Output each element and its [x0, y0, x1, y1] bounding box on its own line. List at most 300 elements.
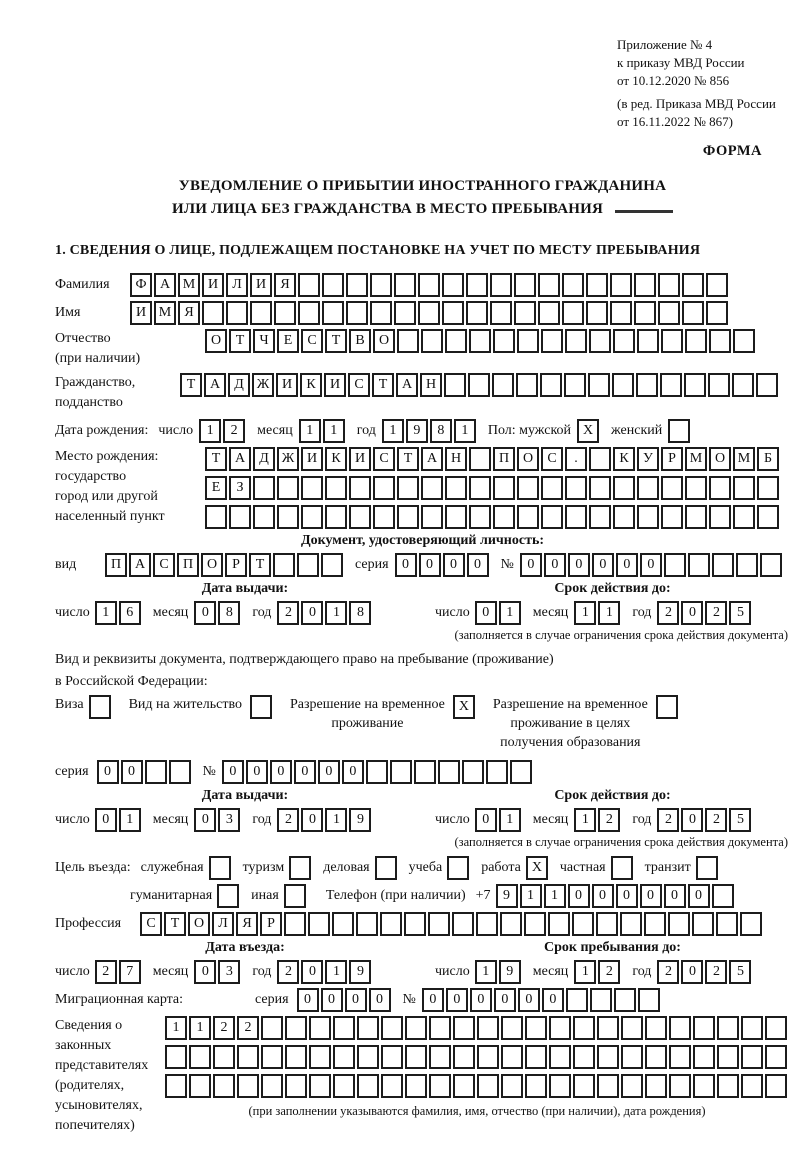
birth-day-cells[interactable]: [199, 419, 247, 443]
char-cell[interactable]: [209, 856, 231, 880]
char-cell[interactable]: И: [276, 373, 298, 397]
char-cell[interactable]: 2: [705, 960, 727, 984]
char-cell[interactable]: 2: [213, 1016, 235, 1040]
char-cell[interactable]: [298, 301, 320, 325]
char-cell[interactable]: X: [526, 856, 548, 880]
char-cell[interactable]: 1: [574, 960, 596, 984]
char-cell[interactable]: [658, 273, 680, 297]
char-cell[interactable]: 0: [542, 988, 564, 1012]
char-cell[interactable]: [732, 373, 754, 397]
residence-issue-month-cells[interactable]: [194, 808, 242, 832]
char-cell[interactable]: [453, 1045, 475, 1069]
char-cell[interactable]: 0: [592, 553, 614, 577]
char-cell[interactable]: [736, 553, 758, 577]
char-cell[interactable]: [490, 273, 512, 297]
char-cell[interactable]: [418, 301, 440, 325]
char-cell[interactable]: [562, 301, 584, 325]
char-cell[interactable]: [693, 1074, 715, 1098]
char-cell[interactable]: [517, 476, 539, 500]
char-cell[interactable]: [493, 505, 515, 529]
char-cell[interactable]: 8: [349, 601, 371, 625]
char-cell[interactable]: [468, 373, 490, 397]
char-cell[interactable]: [669, 1074, 691, 1098]
purpose-tourism-checkbox[interactable]: [289, 856, 313, 880]
char-cell[interactable]: [661, 505, 683, 529]
char-cell[interactable]: [444, 373, 466, 397]
char-cell[interactable]: Б: [757, 447, 779, 471]
char-cell[interactable]: [706, 301, 728, 325]
char-cell[interactable]: 0: [616, 553, 638, 577]
char-cell[interactable]: И: [202, 273, 224, 297]
doc-valid-day-cells[interactable]: [475, 601, 523, 625]
char-cell[interactable]: [514, 273, 536, 297]
char-cell[interactable]: Н: [420, 373, 442, 397]
char-cell[interactable]: 2: [277, 808, 299, 832]
char-cell[interactable]: 1: [189, 1016, 211, 1040]
char-cell[interactable]: [357, 1045, 379, 1069]
char-cell[interactable]: [394, 301, 416, 325]
char-cell[interactable]: К: [300, 373, 322, 397]
char-cell[interactable]: [562, 273, 584, 297]
char-cell[interactable]: [613, 329, 635, 353]
char-cell[interactable]: Л: [226, 273, 248, 297]
char-cell[interactable]: [237, 1045, 259, 1069]
doc-issue-month-cells[interactable]: [194, 601, 242, 625]
char-cell[interactable]: 9: [406, 419, 428, 443]
char-cell[interactable]: [381, 1074, 403, 1098]
char-cell[interactable]: [229, 505, 251, 529]
char-cell[interactable]: [476, 912, 498, 936]
char-cell[interactable]: [596, 912, 618, 936]
char-cell[interactable]: 1: [475, 960, 497, 984]
char-cell[interactable]: [253, 476, 275, 500]
char-cell[interactable]: А: [154, 273, 176, 297]
char-cell[interactable]: [277, 505, 299, 529]
residence-valid-day-cells[interactable]: [475, 808, 523, 832]
char-cell[interactable]: [717, 1074, 739, 1098]
purpose-other-checkbox[interactable]: [284, 884, 308, 908]
char-cell[interactable]: 0: [446, 988, 468, 1012]
char-cell[interactable]: [297, 553, 319, 577]
char-cell[interactable]: [565, 476, 587, 500]
char-cell[interactable]: [447, 856, 469, 880]
purpose-humanitarian-checkbox[interactable]: [217, 884, 241, 908]
char-cell[interactable]: [636, 373, 658, 397]
char-cell[interactable]: [332, 912, 354, 936]
char-cell[interactable]: [620, 912, 642, 936]
char-cell[interactable]: [394, 273, 416, 297]
char-cell[interactable]: [510, 760, 532, 784]
char-cell[interactable]: [717, 1045, 739, 1069]
migration-series-cells[interactable]: [297, 988, 393, 1012]
char-cell[interactable]: О: [201, 553, 223, 577]
char-cell[interactable]: [621, 1074, 643, 1098]
char-cell[interactable]: [429, 1074, 451, 1098]
char-cell[interactable]: [658, 301, 680, 325]
char-cell[interactable]: [397, 476, 419, 500]
purpose-study-checkbox[interactable]: [447, 856, 471, 880]
char-cell[interactable]: [573, 1074, 595, 1098]
char-cell[interactable]: [733, 505, 755, 529]
char-cell[interactable]: X: [453, 695, 475, 719]
char-cell[interactable]: [346, 273, 368, 297]
char-cell[interactable]: [541, 505, 563, 529]
char-cell[interactable]: А: [229, 447, 251, 471]
char-cell[interactable]: 0: [301, 601, 323, 625]
char-cell[interactable]: Я: [178, 301, 200, 325]
char-cell[interactable]: [202, 301, 224, 325]
char-cell[interactable]: [669, 1016, 691, 1040]
char-cell[interactable]: [682, 273, 704, 297]
char-cell[interactable]: [693, 1016, 715, 1040]
char-cell[interactable]: [285, 1016, 307, 1040]
char-cell[interactable]: [765, 1016, 787, 1040]
doc-type-cells[interactable]: [105, 553, 345, 577]
char-cell[interactable]: [366, 760, 388, 784]
char-cell[interactable]: [469, 447, 491, 471]
char-cell[interactable]: [741, 1074, 763, 1098]
char-cell[interactable]: О: [709, 447, 731, 471]
char-cell[interactable]: [274, 301, 296, 325]
char-cell[interactable]: [538, 273, 560, 297]
char-cell[interactable]: [566, 988, 588, 1012]
char-cell[interactable]: [145, 760, 167, 784]
char-cell[interactable]: Е: [277, 329, 299, 353]
residence-issue-year-cells[interactable]: [277, 808, 373, 832]
char-cell[interactable]: [445, 505, 467, 529]
residence-permit-checkbox[interactable]: [250, 695, 274, 719]
char-cell[interactable]: [668, 912, 690, 936]
char-cell[interactable]: [309, 1016, 331, 1040]
char-cell[interactable]: [452, 912, 474, 936]
char-cell[interactable]: 2: [705, 808, 727, 832]
char-cell[interactable]: [469, 505, 491, 529]
doc-valid-month-cells[interactable]: [574, 601, 622, 625]
char-cell[interactable]: [637, 505, 659, 529]
char-cell[interactable]: 0: [321, 988, 343, 1012]
char-cell[interactable]: [375, 856, 397, 880]
char-cell[interactable]: [405, 1074, 427, 1098]
char-cell[interactable]: [692, 912, 714, 936]
char-cell[interactable]: 0: [688, 884, 710, 908]
char-cell[interactable]: Е: [205, 476, 227, 500]
char-cell[interactable]: [597, 1016, 619, 1040]
edu-residence-permit-checkbox[interactable]: [656, 695, 680, 719]
char-cell[interactable]: 0: [475, 601, 497, 625]
char-cell[interactable]: [573, 1016, 595, 1040]
char-cell[interactable]: 0: [568, 884, 590, 908]
char-cell[interactable]: И: [250, 273, 272, 297]
char-cell[interactable]: С: [301, 329, 323, 353]
char-cell[interactable]: 8: [218, 601, 240, 625]
char-cell[interactable]: [740, 912, 762, 936]
char-cell[interactable]: [261, 1045, 283, 1069]
char-cell[interactable]: [397, 329, 419, 353]
char-cell[interactable]: [321, 553, 343, 577]
char-cell[interactable]: [445, 476, 467, 500]
char-cell[interactable]: [614, 988, 636, 1012]
char-cell[interactable]: 0: [494, 988, 516, 1012]
char-cell[interactable]: [637, 476, 659, 500]
char-cell[interactable]: [308, 912, 330, 936]
char-cell[interactable]: [564, 373, 586, 397]
purpose-work-checkbox[interactable]: [526, 856, 550, 880]
char-cell[interactable]: 0: [194, 960, 216, 984]
char-cell[interactable]: [517, 329, 539, 353]
char-cell[interactable]: 2: [598, 808, 620, 832]
char-cell[interactable]: 9: [496, 884, 518, 908]
char-cell[interactable]: [477, 1045, 499, 1069]
char-cell[interactable]: [612, 373, 634, 397]
char-cell[interactable]: К: [325, 447, 347, 471]
temp-residence-permit-checkbox[interactable]: [453, 695, 477, 719]
char-cell[interactable]: 2: [657, 960, 679, 984]
char-cell[interactable]: О: [188, 912, 210, 936]
char-cell[interactable]: [421, 476, 443, 500]
char-cell[interactable]: [757, 476, 779, 500]
char-cell[interactable]: 0: [518, 988, 540, 1012]
char-cell[interactable]: [741, 1016, 763, 1040]
char-cell[interactable]: 1: [325, 960, 347, 984]
char-cell[interactable]: 0: [544, 553, 566, 577]
char-cell[interactable]: 1: [598, 601, 620, 625]
char-cell[interactable]: 0: [345, 988, 367, 1012]
char-cell[interactable]: [709, 476, 731, 500]
char-cell[interactable]: [573, 1045, 595, 1069]
migration-number-cells[interactable]: [422, 988, 662, 1012]
char-cell[interactable]: [373, 505, 395, 529]
char-cell[interactable]: 0: [568, 553, 590, 577]
char-cell[interactable]: 5: [729, 808, 751, 832]
char-cell[interactable]: [284, 912, 306, 936]
char-cell[interactable]: [685, 329, 707, 353]
char-cell[interactable]: [733, 329, 755, 353]
birth-place-row2-cells[interactable]: [205, 476, 781, 500]
char-cell[interactable]: [517, 505, 539, 529]
char-cell[interactable]: [442, 301, 464, 325]
char-cell[interactable]: [189, 1074, 211, 1098]
char-cell[interactable]: 0: [443, 553, 465, 577]
char-cell[interactable]: [621, 1045, 643, 1069]
char-cell[interactable]: [572, 912, 594, 936]
char-cell[interactable]: [712, 553, 734, 577]
char-cell[interactable]: [213, 1074, 235, 1098]
residence-issue-day-cells[interactable]: [95, 808, 143, 832]
char-cell[interactable]: [237, 1074, 259, 1098]
char-cell[interactable]: 1: [299, 419, 321, 443]
char-cell[interactable]: 0: [222, 760, 244, 784]
purpose-business-checkbox[interactable]: [375, 856, 399, 880]
char-cell[interactable]: [716, 912, 738, 936]
char-cell[interactable]: 1: [325, 808, 347, 832]
char-cell[interactable]: 0: [681, 960, 703, 984]
char-cell[interactable]: [597, 1045, 619, 1069]
char-cell[interactable]: 1: [165, 1016, 187, 1040]
char-cell[interactable]: [438, 760, 460, 784]
char-cell[interactable]: [213, 1045, 235, 1069]
char-cell[interactable]: [501, 1045, 523, 1069]
char-cell[interactable]: [309, 1045, 331, 1069]
char-cell[interactable]: О: [373, 329, 395, 353]
char-cell[interactable]: 0: [121, 760, 143, 784]
char-cell[interactable]: [613, 476, 635, 500]
char-cell[interactable]: С: [541, 447, 563, 471]
char-cell[interactable]: Р: [225, 553, 247, 577]
char-cell[interactable]: [189, 1045, 211, 1069]
residence-valid-year-cells[interactable]: [657, 808, 753, 832]
char-cell[interactable]: М: [154, 301, 176, 325]
male-checkbox[interactable]: [577, 419, 601, 443]
char-cell[interactable]: С: [153, 553, 175, 577]
char-cell[interactable]: 5: [729, 960, 751, 984]
char-cell[interactable]: А: [204, 373, 226, 397]
char-cell[interactable]: 1: [199, 419, 221, 443]
char-cell[interactable]: Т: [397, 447, 419, 471]
char-cell[interactable]: 1: [119, 808, 141, 832]
char-cell[interactable]: [756, 373, 778, 397]
char-cell[interactable]: [645, 1074, 667, 1098]
char-cell[interactable]: 9: [349, 960, 371, 984]
char-cell[interactable]: 0: [97, 760, 119, 784]
char-cell[interactable]: [589, 476, 611, 500]
char-cell[interactable]: [486, 760, 508, 784]
char-cell[interactable]: [525, 1045, 547, 1069]
char-cell[interactable]: [661, 329, 683, 353]
char-cell[interactable]: [325, 476, 347, 500]
char-cell[interactable]: [370, 301, 392, 325]
char-cell[interactable]: [765, 1074, 787, 1098]
doc-issue-year-cells[interactable]: [277, 601, 373, 625]
char-cell[interactable]: [217, 884, 239, 908]
char-cell[interactable]: [549, 1045, 571, 1069]
char-cell[interactable]: [390, 760, 412, 784]
char-cell[interactable]: Н: [445, 447, 467, 471]
char-cell[interactable]: [549, 1016, 571, 1040]
char-cell[interactable]: И: [349, 447, 371, 471]
char-cell[interactable]: 0: [520, 553, 542, 577]
entry-day-cells[interactable]: [95, 960, 143, 984]
char-cell[interactable]: [538, 301, 560, 325]
char-cell[interactable]: [453, 1074, 475, 1098]
char-cell[interactable]: Л: [212, 912, 234, 936]
legal-row2-cells[interactable]: [165, 1045, 789, 1069]
char-cell[interactable]: [397, 505, 419, 529]
char-cell[interactable]: [644, 912, 666, 936]
char-cell[interactable]: [205, 505, 227, 529]
char-cell[interactable]: 3: [218, 808, 240, 832]
char-cell[interactable]: [250, 695, 272, 719]
char-cell[interactable]: 0: [419, 553, 441, 577]
char-cell[interactable]: П: [493, 447, 515, 471]
char-cell[interactable]: [381, 1045, 403, 1069]
char-cell[interactable]: М: [733, 447, 755, 471]
char-cell[interactable]: 0: [592, 884, 614, 908]
char-cell[interactable]: 1: [574, 808, 596, 832]
char-cell[interactable]: [501, 1074, 523, 1098]
char-cell[interactable]: [741, 1045, 763, 1069]
char-cell[interactable]: О: [205, 329, 227, 353]
char-cell[interactable]: Т: [325, 329, 347, 353]
char-cell[interactable]: А: [396, 373, 418, 397]
char-cell[interactable]: [466, 301, 488, 325]
char-cell[interactable]: [301, 505, 323, 529]
char-cell[interactable]: 1: [520, 884, 542, 908]
char-cell[interactable]: [717, 1016, 739, 1040]
char-cell[interactable]: [165, 1045, 187, 1069]
char-cell[interactable]: [760, 553, 782, 577]
char-cell[interactable]: [469, 476, 491, 500]
char-cell[interactable]: 1: [499, 601, 521, 625]
char-cell[interactable]: [421, 505, 443, 529]
doc-number-cells[interactable]: [520, 553, 784, 577]
doc-issue-day-cells[interactable]: [95, 601, 143, 625]
char-cell[interactable]: [565, 329, 587, 353]
char-cell[interactable]: 6: [119, 601, 141, 625]
char-cell[interactable]: [588, 373, 610, 397]
residence-number-cells[interactable]: [222, 760, 534, 784]
char-cell[interactable]: [325, 505, 347, 529]
female-checkbox[interactable]: [668, 419, 692, 443]
char-cell[interactable]: 0: [194, 601, 216, 625]
char-cell[interactable]: Т: [249, 553, 271, 577]
char-cell[interactable]: [492, 373, 514, 397]
char-cell[interactable]: [428, 912, 450, 936]
char-cell[interactable]: [645, 1016, 667, 1040]
char-cell[interactable]: [381, 1016, 403, 1040]
char-cell[interactable]: [500, 912, 522, 936]
char-cell[interactable]: [668, 419, 690, 443]
char-cell[interactable]: 0: [95, 808, 117, 832]
char-cell[interactable]: [685, 476, 707, 500]
visa-checkbox[interactable]: [89, 695, 113, 719]
char-cell[interactable]: 2: [657, 601, 679, 625]
phone-cells[interactable]: [496, 884, 736, 908]
birth-year-cells[interactable]: [382, 419, 478, 443]
char-cell[interactable]: П: [105, 553, 127, 577]
char-cell[interactable]: [277, 476, 299, 500]
char-cell[interactable]: 0: [369, 988, 391, 1012]
char-cell[interactable]: Я: [274, 273, 296, 297]
char-cell[interactable]: 0: [318, 760, 340, 784]
char-cell[interactable]: [597, 1074, 619, 1098]
char-cell[interactable]: Д: [228, 373, 250, 397]
entry-year-cells[interactable]: [277, 960, 373, 984]
char-cell[interactable]: И: [301, 447, 323, 471]
char-cell[interactable]: [421, 329, 443, 353]
char-cell[interactable]: 1: [95, 601, 117, 625]
char-cell[interactable]: 0: [395, 553, 417, 577]
char-cell[interactable]: [373, 476, 395, 500]
char-cell[interactable]: [322, 301, 344, 325]
char-cell[interactable]: 2: [277, 960, 299, 984]
char-cell[interactable]: 2: [223, 419, 245, 443]
char-cell[interactable]: 0: [301, 960, 323, 984]
char-cell[interactable]: [261, 1074, 283, 1098]
char-cell[interactable]: [469, 329, 491, 353]
char-cell[interactable]: 0: [194, 808, 216, 832]
char-cell[interactable]: Т: [229, 329, 251, 353]
char-cell[interactable]: [453, 1016, 475, 1040]
char-cell[interactable]: 0: [294, 760, 316, 784]
char-cell[interactable]: [501, 1016, 523, 1040]
char-cell[interactable]: [405, 1016, 427, 1040]
char-cell[interactable]: [706, 273, 728, 297]
char-cell[interactable]: Ф: [130, 273, 152, 297]
char-cell[interactable]: 5: [729, 601, 751, 625]
char-cell[interactable]: 9: [349, 808, 371, 832]
char-cell[interactable]: А: [129, 553, 151, 577]
char-cell[interactable]: 1: [382, 419, 404, 443]
